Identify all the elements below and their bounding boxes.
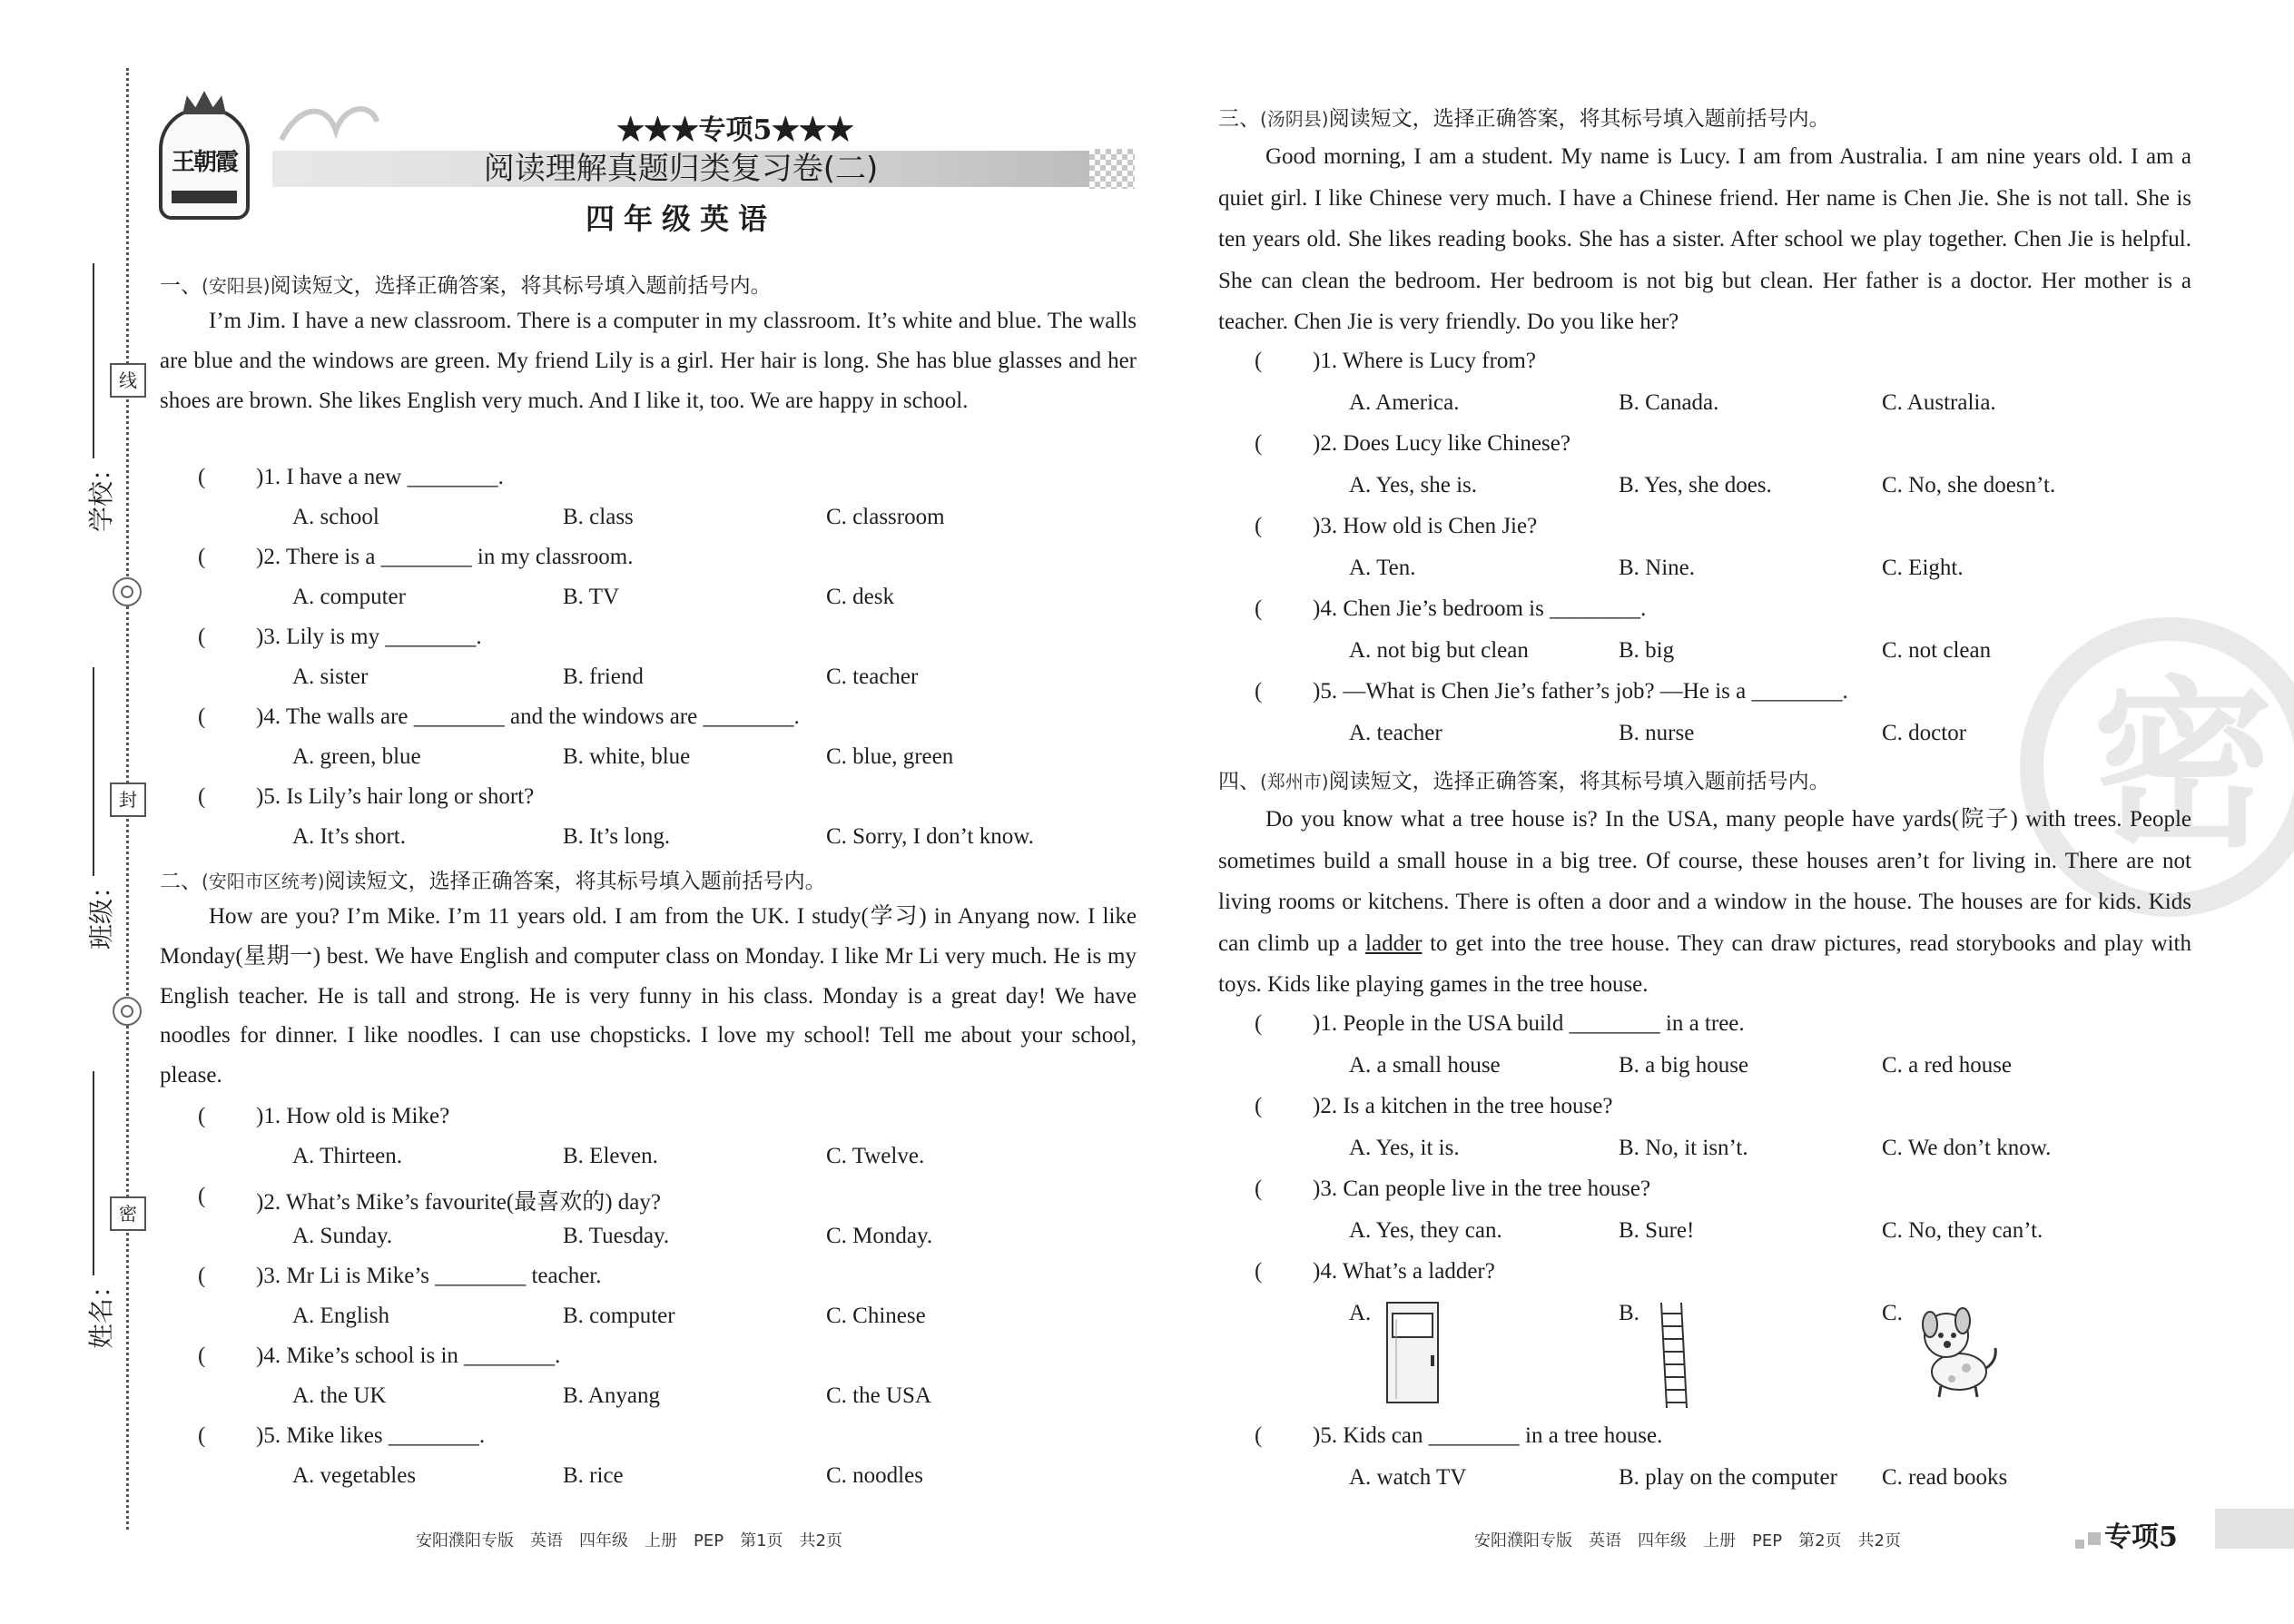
option-c: C. the USA xyxy=(826,1383,931,1408)
option-c: C. No, they can’t. xyxy=(1882,1218,2043,1243)
question-stem: )3. How old is Chen Jie? xyxy=(1313,514,1538,538)
option-c: C. Twelve. xyxy=(826,1144,925,1168)
option-b: B. TV xyxy=(563,585,620,609)
option-a: A. Yes, it is. xyxy=(1349,1136,1460,1160)
class-field[interactable] xyxy=(93,667,94,876)
question-stem: )1. How old is Mike? xyxy=(256,1104,450,1128)
section-3-passage: Good morning, I am a student. My name is Lucy. I am from Australia. I am nine years old. I am a quiet girl. I like Chinese very much. I have a Chinese friend. Her name is Chen Jie. She is not tall. She is ten years old. She likes reading books. She has a sister. After school we play together. Chen Jie is helpful. She can clean the bedroom. Her bedroom is not big but clean. Her father is a doctor. Her mother is a teacher. Chen Jie is very friendly. Do you like her? xyxy=(1218,144,2191,334)
option-c: C. We don’t know. xyxy=(1882,1136,2052,1160)
question-stem: )2. Is a kitchen in the tree house? xyxy=(1313,1094,1613,1118)
option-c: C. Sorry, I don’t know. xyxy=(826,824,1034,849)
corner-tab-label: 专项5 xyxy=(2104,1521,2178,1553)
option-b: B. Canada. xyxy=(1619,390,1719,415)
answer-paren[interactable]: ( xyxy=(198,1423,206,1448)
option-b: B. Sure! xyxy=(1619,1218,1695,1243)
option-a: A. It’s short. xyxy=(292,824,406,849)
question-stem: )4. Chen Jie’s bedroom is ________. xyxy=(1313,596,1647,621)
school-field[interactable] xyxy=(93,263,94,458)
answer-paren[interactable]: ( xyxy=(1255,1094,1263,1118)
option-b: B. Nine. xyxy=(1619,556,1696,580)
tab-decoration xyxy=(2075,1540,2084,1549)
option-a: A. green, blue xyxy=(292,744,421,769)
option-a: A. not big but clean xyxy=(1349,638,1529,663)
option-c: C. doctor xyxy=(1882,721,1967,745)
tab-bar xyxy=(2215,1509,2294,1549)
section-2-passage: How are you? I’m Mike. I’m 11 years old. I am from the UK. I study(学习) in Anyang now. I like Monday(星期一) best. We have English and computer class on Monday. I like Mr Li very much. He is my English teacher. He is tall and strong. He is very funny in his class. Monday is a great day! We have noodles for dinner. I like noodles. I can use chopsticks. I love my school! Tell me about your school, please. xyxy=(160,904,1137,1088)
answer-paren[interactable]: ( xyxy=(198,1184,206,1208)
seal-word-xian: 线 xyxy=(110,363,146,398)
watermark-seal-char: 密 xyxy=(2092,661,2274,872)
option-b: B. xyxy=(1619,1301,1639,1325)
publisher-logo xyxy=(159,107,250,220)
class-label: 班级： xyxy=(86,872,117,950)
option-a: A. English xyxy=(292,1304,389,1328)
ribbon-checker xyxy=(1089,149,1135,189)
option-b: B. nurse xyxy=(1619,721,1695,745)
question-stem: )1. Where is Lucy from? xyxy=(1313,349,1536,373)
option-c: C. blue, green xyxy=(826,744,954,769)
answer-paren[interactable]: ( xyxy=(1255,349,1263,373)
answer-paren[interactable]: ( xyxy=(198,704,206,729)
option-a: A. America. xyxy=(1349,390,1460,415)
answer-paren[interactable]: ( xyxy=(198,1343,206,1368)
answer-paren[interactable]: ( xyxy=(198,1264,206,1288)
section-1-passage: I’m Jim. I have a new classroom. There is a computer in my classroom. It’s white and blue. The walls are blue and the windows are green. My friend Lily is a girl. Her hair is long. She has blue glasses and her shoes are brown. She likes English very much. And I like it, too. We are happy in school. xyxy=(160,309,1137,413)
option-b: B. It’s long. xyxy=(563,824,671,849)
option-a: A. Yes, she is. xyxy=(1349,473,1478,497)
option-b: B. rice xyxy=(563,1463,624,1488)
school-label: 学校： xyxy=(86,455,117,533)
question-stem: )5. Is Lily’s hair long or short? xyxy=(256,784,535,809)
option-b: B. friend xyxy=(563,664,644,689)
answer-paren[interactable]: ( xyxy=(1255,1011,1263,1036)
option-a: A. xyxy=(1349,1301,1372,1325)
binding-ring-icon xyxy=(113,997,142,1026)
answer-paren[interactable]: ( xyxy=(198,465,206,489)
option-b: B. play on the computer xyxy=(1619,1465,1837,1490)
option-c: C. No, she doesn’t. xyxy=(1882,473,2056,497)
answer-paren[interactable]: ( xyxy=(198,784,206,809)
option-b: B. Yes, she does. xyxy=(1619,473,1772,497)
series-label: ★★★专项5★★★ xyxy=(616,114,854,146)
question-stem: )5. Kids can ________ in a tree house. xyxy=(1313,1423,1663,1448)
question-stem: )2. There is a ________ in my classroom. xyxy=(256,545,634,569)
answer-paren[interactable]: ( xyxy=(198,625,206,649)
footer-page-2: 安阳濮阳专版 英语 四年级 上册 PEP 第2页 共2页 xyxy=(1474,1531,1901,1550)
question-stem: )3. Lily is my ________. xyxy=(256,625,482,649)
option-a: A. the UK xyxy=(292,1383,387,1408)
option-a: A. vegetables xyxy=(292,1463,417,1488)
answer-paren[interactable]: ( xyxy=(1255,1423,1263,1448)
answer-paren[interactable]: ( xyxy=(1255,514,1263,538)
option-a: A. watch TV xyxy=(1349,1465,1467,1490)
option-c: C. Chinese xyxy=(826,1304,926,1328)
section-3-heading: 三、(汤阴县)阅读短文，选择正确答案，将其标号填入题前括号内。 xyxy=(1218,107,1830,131)
option-a: A. teacher xyxy=(1349,721,1442,745)
option-a: A. Sunday. xyxy=(292,1224,393,1248)
seal-word-mi: 密 xyxy=(110,1196,146,1231)
question-stem: )5. —What is Chen Jie’s father’s job? —He is a ________. xyxy=(1313,679,1848,704)
section-4-heading: 四、(郑州市)阅读短文，选择正确答案，将其标号填入题前括号内。 xyxy=(1218,770,1830,793)
puppy-icon xyxy=(1906,1301,2006,1401)
binding-ring-icon xyxy=(113,577,142,606)
option-b: B. Eleven. xyxy=(563,1144,658,1168)
option-a: A. computer xyxy=(292,585,406,609)
logo-text: 王朝霞 xyxy=(171,149,237,176)
crown-icon xyxy=(182,91,226,114)
option-b: B. a big house xyxy=(1619,1053,1749,1078)
option-c: C. classroom xyxy=(826,505,945,529)
option-c: C. teacher xyxy=(826,664,919,689)
question-stem: )5. Mike likes ________. xyxy=(256,1423,486,1448)
option-a: A. sister xyxy=(292,664,369,689)
option-b: B. Anyang xyxy=(563,1383,660,1408)
option-a: A. a small house xyxy=(1349,1053,1501,1078)
question-stem: )3. Mr Li is Mike’s ________ teacher. xyxy=(256,1264,602,1288)
option-b: B. No, it isn’t. xyxy=(1619,1136,1748,1160)
option-a: A. school xyxy=(292,505,379,529)
logo-ribbon xyxy=(172,191,237,203)
answer-paren[interactable]: ( xyxy=(1255,596,1263,621)
question-stem: )1. People in the USA build ________ in a tree. xyxy=(1313,1011,1745,1036)
answer-paren[interactable]: ( xyxy=(1255,1176,1263,1201)
ladder-icon xyxy=(1654,1301,1694,1410)
option-b: B. big xyxy=(1619,638,1675,663)
seal-word-feng: 封 xyxy=(110,782,146,817)
option-c: C. Australia. xyxy=(1882,390,1996,415)
question-stem: )3. Can people live in the tree house? xyxy=(1313,1176,1651,1201)
question-stem: )2. Does Lucy like Chinese? xyxy=(1313,431,1570,456)
option-b: B. Tuesday. xyxy=(563,1224,670,1248)
option-b: B. white, blue xyxy=(563,744,691,769)
option-c: C. desk xyxy=(826,585,894,609)
option-c: C. not clean xyxy=(1882,638,1992,663)
tab-decoration xyxy=(2088,1532,2101,1545)
option-c: C. noodles xyxy=(826,1463,923,1488)
option-c: C. Eight. xyxy=(1882,556,1964,580)
section-4-passage: Do you know what a tree house is? In the USA, many people have yards(院子) with trees. People sometimes build a small house in a big tree. Of course, these houses aren’t for living in. There are not living rooms or kitchens. There is often a door and a window in the house. The houses are for kids. Kids can climb up a ladder to get into the tree house. They can draw pictures, read storybooks and play with toys. Kids like playing games in the tree house. xyxy=(1218,807,2191,997)
answer-paren[interactable]: ( xyxy=(1255,1259,1263,1284)
question-stem: )2. What’s Mike’s favourite(最喜欢的) day? xyxy=(256,1190,661,1215)
question-stem: )4. Mike’s school is in ________. xyxy=(256,1343,561,1368)
question-stem: )1. I have a new ________. xyxy=(256,465,504,489)
section-2-heading: 二、(安阳市区统考)阅读短文，选择正确答案，将其标号填入题前括号内。 xyxy=(160,870,826,893)
option-a: A. Yes, they can. xyxy=(1349,1218,1502,1243)
answer-paren[interactable]: ( xyxy=(198,1104,206,1128)
option-b: B. class xyxy=(563,505,634,529)
option-c: C. xyxy=(1882,1301,1903,1325)
ribbon-bow-icon xyxy=(272,94,381,149)
option-b: B. computer xyxy=(563,1304,675,1328)
footer-page-1: 安阳濮阳专版 英语 四年级 上册 PEP 第1页 共2页 xyxy=(416,1531,842,1550)
option-a: A. Thirteen. xyxy=(292,1144,403,1168)
door-icon xyxy=(1385,1301,1443,1406)
option-a: A. Ten. xyxy=(1349,556,1416,580)
answer-paren[interactable]: ( xyxy=(1255,679,1263,704)
page-title: 阅读理解真题归类复习卷(二) xyxy=(483,151,879,187)
question-stem: )4. What’s a ladder? xyxy=(1313,1259,1495,1284)
option-c: C. a red house xyxy=(1882,1053,2013,1078)
option-c: C. Monday. xyxy=(826,1224,933,1248)
name-label: 姓名： xyxy=(86,1272,117,1350)
answer-paren[interactable]: ( xyxy=(1255,431,1263,456)
option-c: C. read books xyxy=(1882,1465,2008,1490)
question-stem: )4. The walls are ________ and the windows are ________. xyxy=(256,704,800,729)
page-subtitle: 四年级英语 xyxy=(585,202,776,236)
section-1-heading: 一、(安阳县)阅读短文，选择正确答案，将其标号填入题前括号内。 xyxy=(160,274,772,298)
name-field[interactable] xyxy=(93,1071,94,1275)
ladder-word: ladder xyxy=(1365,930,1423,956)
answer-paren[interactable]: ( xyxy=(198,545,206,569)
